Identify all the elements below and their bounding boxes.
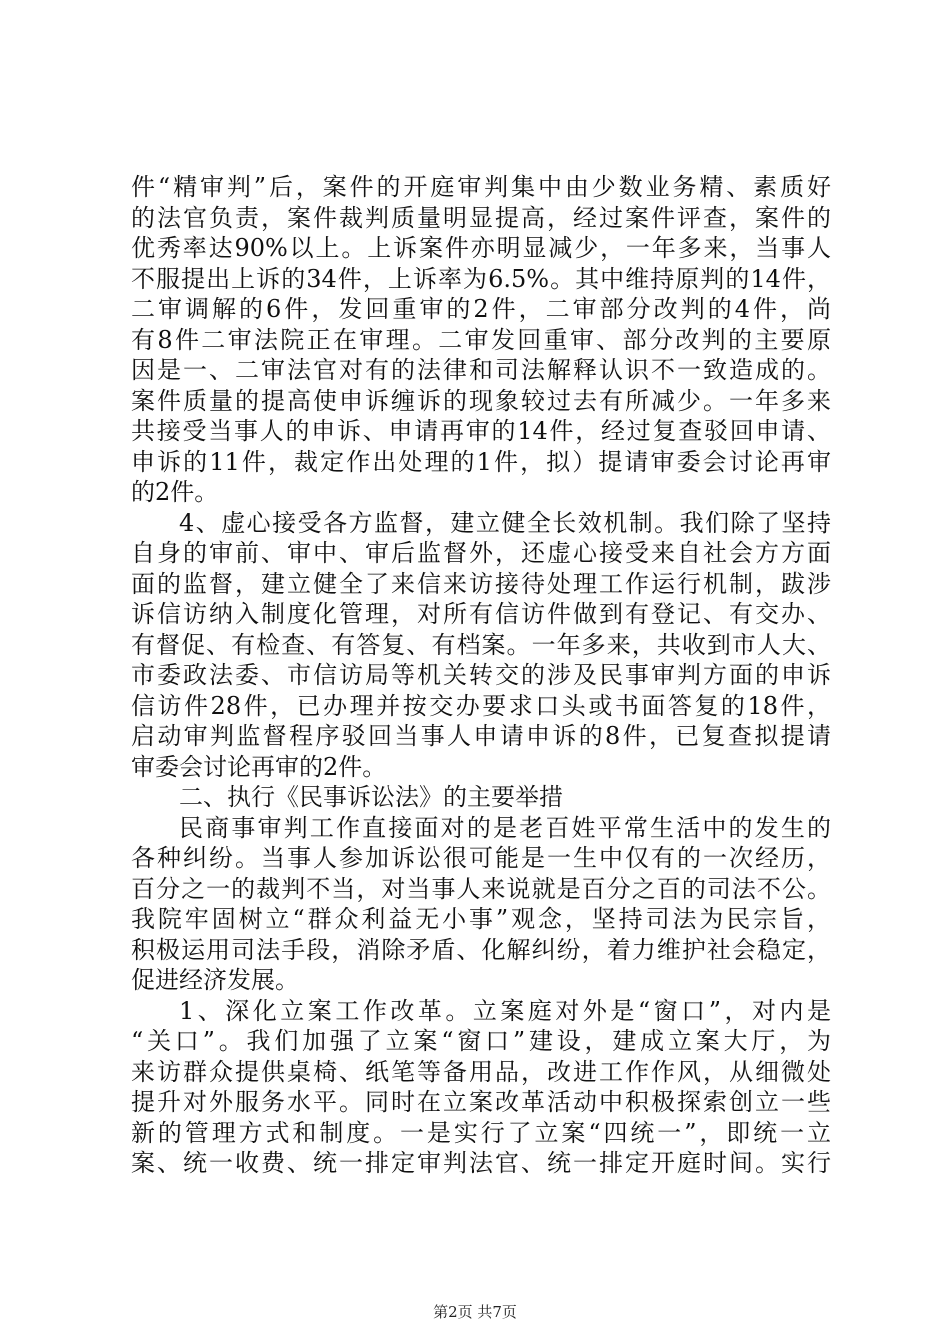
text-line: 自身的审前、审中、审后监督外，还虚心接受来自社会方方面 xyxy=(131,539,831,567)
text-line: 申诉的11件，裁定作出处理的1件，拟）提请审委会讨论再审 xyxy=(131,447,831,476)
text-line: 的2件。 xyxy=(131,478,219,506)
text-line: 二审调解的6件，发回重审的2件，二审部分改判的4件，尚 xyxy=(131,295,831,323)
text-line: 启动审判监督程序驳回当事人申请申诉的8件，已复查拟提请 xyxy=(131,722,831,750)
text-line: “关口”。我们加强了立案“窗口”建设，建成立案大厅，为 xyxy=(131,1027,831,1055)
text-line: 来访群众提供桌椅、纸笔等备用品，改进工作作风，从细微处 xyxy=(131,1057,831,1086)
text-line: 不服提出上诉的34件，上诉率为6.5%。其中维持原判的14件， xyxy=(131,264,831,293)
text-line: 积极运用司法手段，消除矛盾、化解纠纷，着力维护社会稳定， xyxy=(131,935,831,964)
text-line: 促进经济发展。 xyxy=(131,966,299,994)
text-line: 百分之一的裁判不当，对当事人来说就是百分之百的司法不公。 xyxy=(131,874,831,903)
text-line: 案、统一收费、统一排定审判法官、统一排定开庭时间。实行 xyxy=(131,1149,831,1177)
text-line: 新的管理方式和制度。一是实行了立案“四统一”，即统一立 xyxy=(131,1118,831,1147)
text-line: 1、深化立案工作改革。立案庭对外是“窗口”，对内是 xyxy=(179,996,831,1025)
document-body xyxy=(131,172,831,1179)
text-line: 提升对外服务水平。同时在立案改革活动中积极探索创立一些 xyxy=(131,1088,831,1116)
text-line: 各种纠纷。当事人参加诉讼很可能是一生中仅有的一次经历， xyxy=(131,844,831,872)
page-footer: 第2页 共7页 xyxy=(433,1303,517,1321)
text-line: 件“精审判”后，案件的开庭审判集中由少数业务精、素质好 xyxy=(131,173,831,201)
text-line: 审委会讨论再审的2件。 xyxy=(131,752,387,781)
text-line: 民商事审判工作直接面对的是老百姓平常生活中的发生的 xyxy=(179,813,831,842)
text-line: 我院牢固树立“群众利益无小事”观念，坚持司法为民宗旨， xyxy=(131,905,831,933)
text-line: 面的监督，建立健全了来信来访接待处理工作运行机制，跋涉 xyxy=(131,569,831,598)
text-line: 的法官负责，案件裁判质量明显提高，经过案件评查，案件的 xyxy=(131,203,831,232)
text-line: 二、执行《民事诉讼法》的主要举措 xyxy=(179,783,563,811)
text-line: 4、虚心接受各方监督，建立健全长效机制。我们除了坚持 xyxy=(179,508,831,537)
text-line: 诉信访纳入制度化管理，对所有信访件做到有登记、有交办、 xyxy=(131,600,831,628)
text-line: 因是一、二审法官对有的法律和司法解释认识不一致造成的。 xyxy=(131,356,831,384)
text-line: 案件质量的提高使申诉缠诉的现象较过去有所减少。一年多来 xyxy=(131,386,831,415)
text-line: 市委政法委、市信访局等机关转交的涉及民事审判方面的申诉 xyxy=(131,661,831,689)
text-line: 有8件二审法院正在审理。二审发回重审、部分改判的主要原 xyxy=(131,325,831,354)
text-line: 优秀率达90%以上。上诉案件亦明显减少，一年多来，当事人 xyxy=(131,234,831,262)
text-line: 有督促、有检查、有答复、有档案。一年多来，共收到市人大、 xyxy=(131,630,831,659)
text-line: 信访件28件，已办理并按交办要求口头或书面答复的18件， xyxy=(131,691,831,720)
text-line: 共接受当事人的申诉、申请再审的14件，经过复查驳回申请、 xyxy=(131,417,831,445)
